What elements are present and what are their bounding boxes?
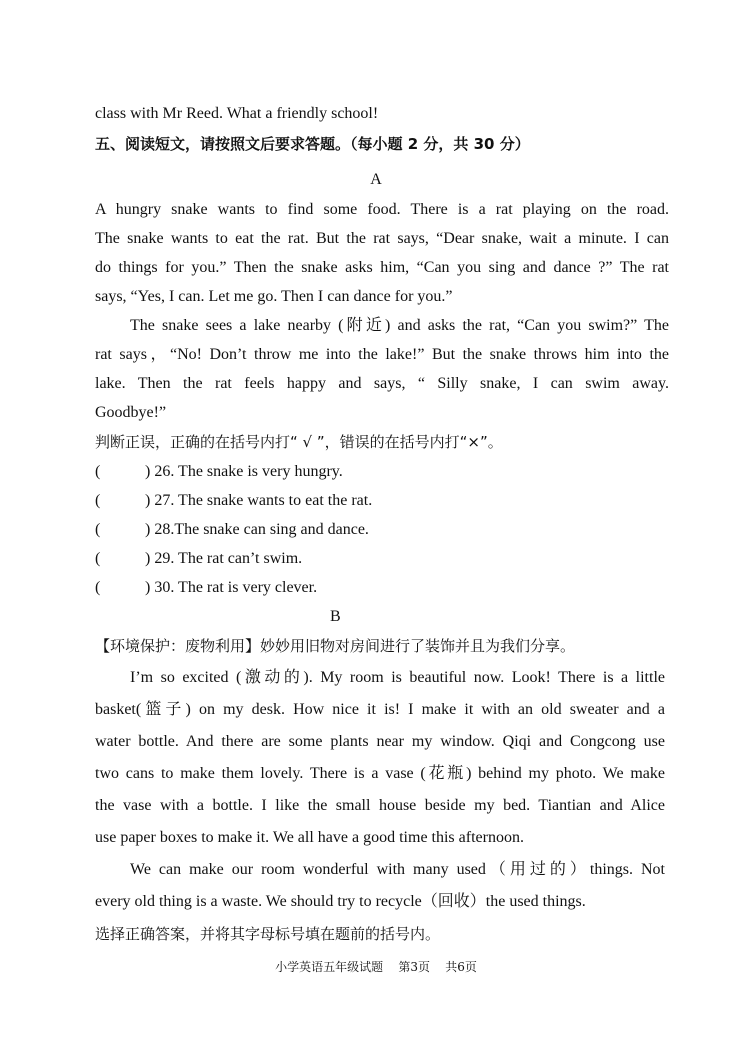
part-a-label: A <box>370 171 382 188</box>
passage-line: basket(篮子) on my desk. How nice it is! I make it with an old sweater and a <box>95 701 665 718</box>
question-text: ) 28.The snake can sing and dance. <box>145 521 369 538</box>
passage-line: The snake wants to eat the rat. But the rat says, “Dear snake, wait a minute. I can <box>95 230 669 247</box>
page-footer: 小学英语五年级试题 第3页 共6页 <box>275 960 477 974</box>
question-29 <box>95 549 302 569</box>
question-26 <box>95 462 343 482</box>
part-b-instruction: 选择正确答案，并将其字母标号填在题前的括号内。 <box>95 925 441 943</box>
part-b-intro: 【环境保护：废物利用】妙妙用旧物对房间进行了装饰并且为我们分享。 <box>95 637 576 655</box>
passage-line: do things for you.” Then the snake asks him, “Can you sing and dance ?” The rat <box>95 259 669 276</box>
question-text: ) 27. The snake wants to eat the rat. <box>145 492 373 509</box>
answer-bracket[interactable]: ( <box>95 463 101 480</box>
carryover-line: class with Mr Reed. What a friendly school! <box>95 105 379 122</box>
passage-line: water bottle. And there are some plants near my window. Qiqi and Congcong use <box>95 733 665 750</box>
passage-line: says, “Yes, I can. Let me go. Then I can dance for you.” <box>95 288 453 305</box>
question-text: ) 26. The snake is very hungry. <box>145 463 343 480</box>
passage-line: I’m so excited (激动的). My room is beautiful now. Look! There is a little <box>130 669 665 686</box>
section-heading: 五、阅读短文，请按照文后要求答题。（每小题 2 分，共 30 分） <box>95 135 530 153</box>
passage-line: Goodbye!” <box>95 404 167 421</box>
passage-line: two cans to make them lovely. There is a vase (花瓶) behind my photo. We make <box>95 765 665 782</box>
question-text: ) 29. The rat can’t swim. <box>145 550 303 567</box>
question-27 <box>95 491 372 511</box>
answer-bracket[interactable]: ( <box>95 492 101 509</box>
part-a-instruction: 判断正误，正确的在括号内打“ √ ”，错误的在括号内打“×”。 <box>95 433 503 451</box>
question-28 <box>95 520 369 540</box>
answer-bracket[interactable]: ( <box>95 521 101 538</box>
part-b-label: B <box>330 608 341 625</box>
answer-bracket[interactable]: ( <box>95 550 101 567</box>
passage-line: the vase with a bottle. I like the small house beside my bed. Tiantian and Alice <box>95 797 665 814</box>
answer-bracket[interactable]: ( <box>95 579 101 596</box>
passage-line: use paper boxes to make it. We all have a good time this afternoon. <box>95 829 524 846</box>
passage-line: A hungry snake wants to find some food. There is a rat playing on the road. <box>95 201 669 218</box>
passage-line: lake. Then the rat feels happy and says, “ Silly snake, I can swim away. <box>95 375 669 392</box>
question-text: ) 30. The rat is very clever. <box>145 579 318 596</box>
passage-line: The snake sees a lake nearby (附近) and asks the rat, “Can you swim?” The <box>130 317 669 334</box>
passage-line: We can make our room wonderful with many used（用过的）things. Not <box>130 861 665 878</box>
question-30 <box>95 578 317 598</box>
passage-line: every old thing is a waste. We should try to recycle（回收）the used things. <box>95 893 586 910</box>
passage-line: rat says，“No! Don’t throw me into the lake!” But the snake throws him into the <box>95 346 669 363</box>
